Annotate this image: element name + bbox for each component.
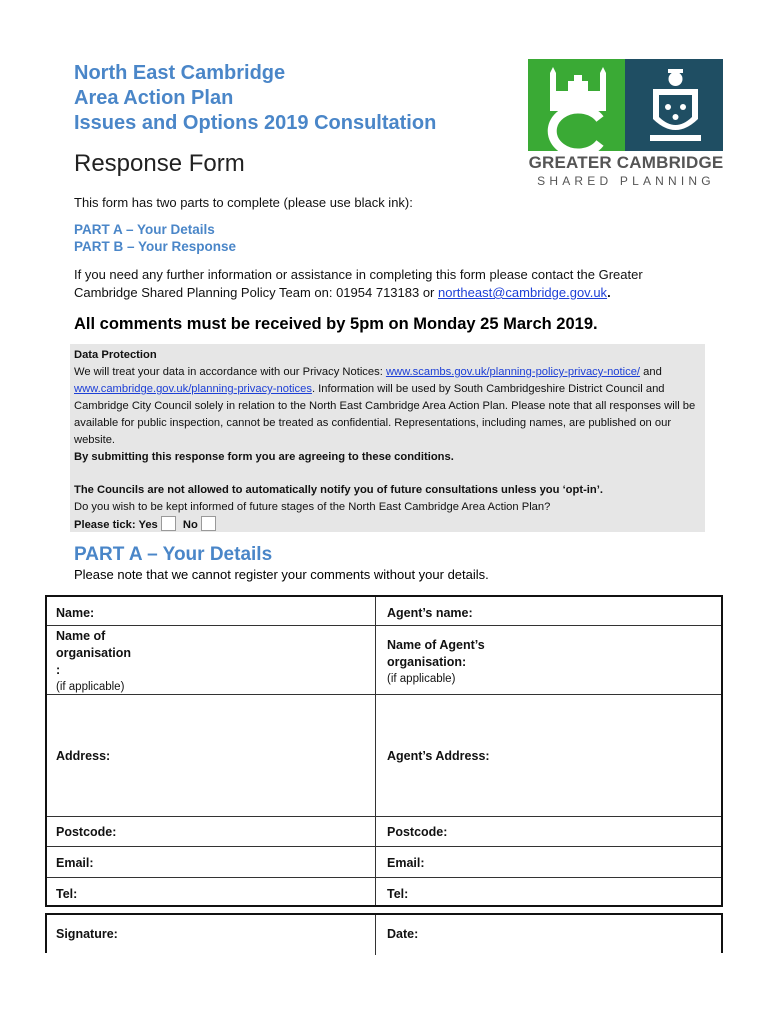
organisation-label [56, 628, 131, 696]
title-line-1: North East Cambridge [74, 62, 286, 84]
data-protection-box [70, 344, 705, 532]
logo-text-greater-cambridge: GREATER CAMBRIDGE [528, 153, 724, 172]
agent-organisation-line1: Name of Agent’s [387, 638, 485, 652]
agent-organisation-line2: organisation: [387, 655, 467, 669]
part-a-label: PART A – Your Details [74, 222, 215, 237]
postcode-label: Postcode: [56, 825, 117, 839]
agent-postcode-label: Postcode: [387, 825, 448, 839]
name-label: Name: [56, 606, 95, 620]
yes-label: Yes [138, 519, 158, 531]
cambridge-privacy-link[interactable]: www.cambridge.gov.uk/planning-privacy-notices [74, 383, 312, 395]
part-b-label: PART B – Your Response [74, 239, 237, 254]
keep-informed-question: Do you wish to be kept informed of future stages of the North East Cambridge Area Action Plan? [74, 501, 551, 513]
yes-checkbox[interactable] [161, 516, 176, 531]
please-tick-label: Please tick: [74, 519, 136, 531]
organisation-if-applicable: (if applicable) [56, 681, 125, 693]
details-table [45, 595, 723, 907]
privacy-details: . Information will be used by South Cambridgeshire District Council and Cambridge City Council solely in relation to the North East Cambridge Area Action Plan. Please note that all responses will be available for public inspection, cannot be treated as confidential. Representations, including names, are published on our website. [74, 383, 696, 446]
address-label: Address: [56, 749, 111, 763]
form-heading: Response Form [74, 150, 245, 177]
tel-label: Tel: [56, 887, 78, 901]
agree-conditions: By submitting this response form you are agreeing to these conditions. [74, 451, 454, 463]
contact-text: If you need any further information or assistance in completing this form please contact the Greater Cambridge Shared Planning Policy Team on: 01954 713183 or [74, 267, 643, 300]
organisation-label-line3: : [56, 663, 61, 677]
optin-notice: The Councils are not allowed to automatically notify you of future consultations unless you ‘opt-in’. [74, 484, 603, 496]
privacy-notice-intro: We will treat your data in accordance with our Privacy Notices: [74, 366, 383, 378]
part-a-note: Please note that we cannot register your comments without your details. [74, 567, 489, 582]
agent-email-label: Email: [387, 856, 425, 870]
contact-email-link[interactable]: northeast@cambridge.gov.uk [438, 285, 608, 300]
logo-text-shared-planning: SHARED PLANNING [537, 174, 715, 188]
organisation-label-line1: Name of [56, 629, 106, 643]
no-checkbox[interactable] [201, 516, 216, 531]
signature-label: Signature: [56, 927, 118, 941]
part-a-heading: PART A – Your Details [74, 544, 273, 565]
and-text: and [643, 366, 662, 378]
deadline-text: All comments must be received by 5pm on Monday 25 March 2019. [74, 315, 598, 333]
greater-cambridge-logo [528, 59, 723, 151]
signature-table [45, 913, 723, 953]
contact-end: . [607, 285, 611, 300]
agent-address-label: Agent’s Address: [387, 749, 490, 763]
no-label: No [182, 519, 198, 531]
agent-organisation-if-applicable: (if applicable) [387, 673, 456, 685]
data-protection-heading: Data Protection [74, 349, 157, 361]
page-title [74, 61, 436, 136]
data-protection-text [74, 364, 699, 449]
title-line-3: Issues and Options 2019 Consultation [74, 112, 437, 134]
email-label: Email: [56, 856, 94, 870]
agent-organisation-label [387, 637, 485, 688]
date-label: Date: [387, 927, 419, 941]
agent-name-label: Agent’s name: [387, 606, 473, 620]
parts-list [74, 221, 236, 255]
agent-tel-label: Tel: [387, 887, 409, 901]
contact-paragraph [74, 266, 704, 302]
title-line-2: Area Action Plan [74, 87, 234, 109]
scambs-privacy-link[interactable]: www.scambs.gov.uk/planning-policy-privacy-notice/ [385, 366, 641, 378]
two-parts-text: This form has two parts to complete (please use black ink): [74, 195, 413, 210]
organisation-label-line2: organisation [56, 646, 132, 660]
tick-row [74, 516, 699, 534]
